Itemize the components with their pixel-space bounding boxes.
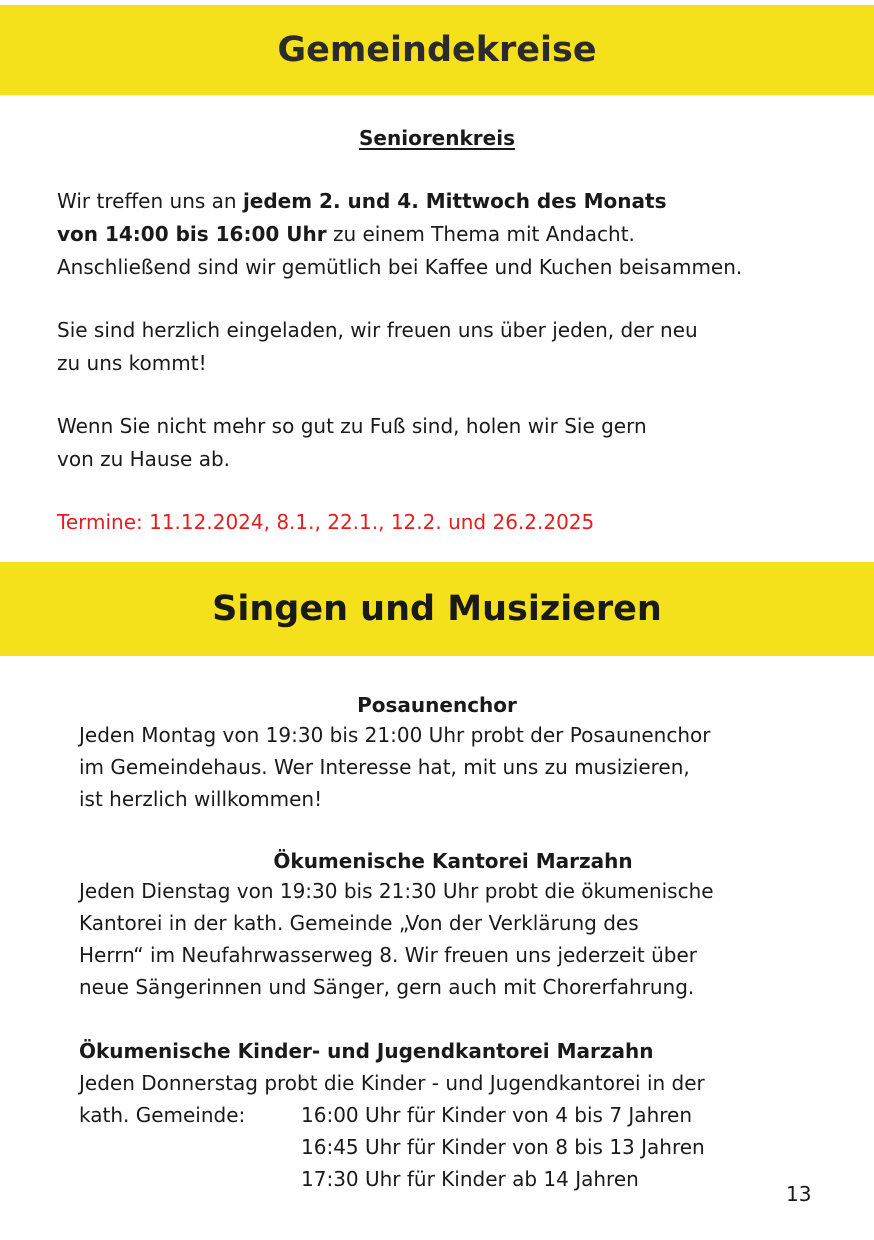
page-number: 13	[786, 1182, 812, 1206]
header-band-gemeindekreise	[0, 5, 874, 95]
pickup-line-2: von zu Hause ab.	[57, 447, 230, 471]
header-band-singen-musizieren	[0, 562, 874, 656]
seniorenkreis-line-3: Anschließend sind wir gemütlich bei Kaffee und Kuchen beisammen.	[57, 255, 743, 279]
seniorenkreis-line-1: Wir treffen uns an jedem 2. und 4. Mittwoch des Monats	[57, 189, 667, 213]
kinder-time-2: 16:45 Uhr für Kinder von 8 bis 13 Jahren	[301, 1135, 705, 1159]
subheading-kinderkantorei: Ökumenische Kinder- und Jugendkantorei Marzahn	[79, 1039, 654, 1063]
kantorei-line-1: Jeden Dienstag von 19:30 bis 21:30 Uhr probt die ökumenische	[79, 879, 714, 903]
invitation-line-2: zu uns kommt!	[57, 351, 207, 375]
section-title: Gemeindekreise	[277, 30, 597, 70]
subheading-kantorei: Ökumenische Kantorei Marzahn	[273, 849, 633, 873]
subheading-seniorenkreis: Seniorenkreis	[359, 126, 515, 150]
section-title: Singen und Musizieren	[212, 589, 662, 629]
kinder-time-1: 16:00 Uhr für Kinder von 4 bis 7 Jahren	[301, 1103, 693, 1127]
kantorei-line-4: neue Sängerinnen und Sänger, gern auch mit Chorerfahrung.	[79, 975, 695, 999]
kinder-label: kath. Gemeinde:	[79, 1103, 246, 1127]
invitation-line-1: Sie sind herzlich eingeladen, wir freuen uns über jeden, der neu	[57, 318, 698, 342]
posaune-line-2: im Gemeindehaus. Wer Interesse hat, mit uns zu musizieren,	[79, 755, 690, 779]
posaune-line-3: ist herzlich willkommen!	[79, 787, 323, 811]
posaune-line-1: Jeden Montag von 19:30 bis 21:00 Uhr probt der Posaunenchor	[79, 723, 711, 747]
kantorei-line-3: Herrn“ im Neufahrwasserweg 8. Wir freuen uns jederzeit über	[79, 943, 697, 967]
kinder-time-3: 17:30 Uhr für Kinder ab 14 Jahren	[301, 1167, 639, 1191]
kantorei-line-2: Kantorei in der kath. Gemeinde „Von der Verklärung des	[79, 911, 639, 935]
subheading-posaunenchor: Posaunenchor	[357, 693, 517, 717]
pickup-line-1: Wenn Sie nicht mehr so gut zu Fuß sind, holen wir Sie gern	[57, 414, 647, 438]
kinder-line-1: Jeden Donnerstag probt die Kinder - und Jugendkantorei in der	[79, 1071, 705, 1095]
dates-line: Termine: 11.12.2024, 8.1., 22.1., 12.2. und 26.2.2025	[57, 510, 595, 534]
seniorenkreis-line-2: von 14:00 bis 16:00 Uhr zu einem Thema mit Andacht.	[57, 222, 635, 246]
